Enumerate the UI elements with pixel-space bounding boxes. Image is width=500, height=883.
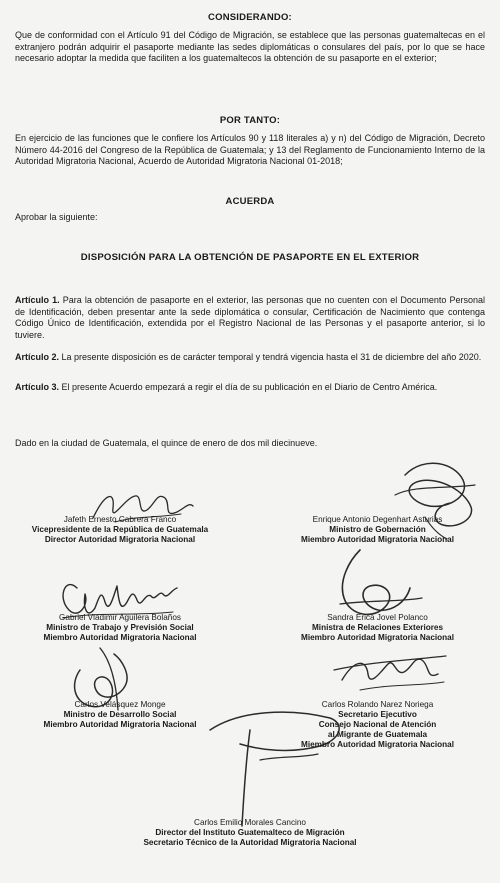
signatory-aguilera [5,613,235,643]
article-3 [15,382,485,394]
signatory-narez [260,700,495,750]
signatory-name: Carlos Rolando Narez Noriega [321,700,434,709]
disposicion-title: DISPOSICIÓN PARA LA OBTENCIÓN DE PASAPORTE EN EL EXTERIOR [80,252,420,263]
article-2-label: Artículo 2. [15,352,60,362]
acuerda-intro: Aprobar la siguiente: [15,212,98,222]
signatory-name: Enrique Antonio Degenhart Asturias [312,515,443,524]
signatory-name: Sandra Erica Jovel Polanco [327,613,428,622]
signatory-role: Ministro de Desarrollo Social [63,710,177,719]
por-tanto-heading: POR TANTO: [219,115,281,126]
article-1-label: Artículo 1. [15,295,60,305]
signatory-name: Carlos Velásquez Monge [74,700,166,709]
signatory-jovel [260,613,495,643]
signatory-name: Carlos Emilio Morales Cancino [194,818,306,827]
article-3-text: El presente Acuerdo empezará a regir el día de su publicación en el Diario de Centro América. [61,382,438,392]
article-2-text: La presente disposición es de carácter temporal y tendrá vigencia hasta el 31 de diciembre del año 2020. [61,352,482,362]
signatory-role: Director Autoridad Migratoria Nacional [44,535,196,544]
signatory-role: Ministro de Gobernación [329,525,426,534]
signatory-role: Vicepresidente de la República de Guatemala [31,525,209,534]
article-2 [15,352,485,364]
signatory-cabrera [5,515,235,545]
signatory-name: Gabriel Vladimir Aguilera Bolaños [59,613,181,622]
signatory-role: Miembro Autoridad Migratoria Nacional [301,633,454,642]
signatory-role: al Migrante de Guatemala [327,730,428,739]
por-tanto-text: En ejercicio de las funciones que le confiere los Artículos 90 y 118 literales a) y n) del Código de Migración, Decreto Número 44-2016 del Congreso de la República de Guatemala; y 13 del Reglamento de Funcionamiento Interno de la Autoridad Migratoria Nacional, Acuerdo de Autoridad Migratoria Nacional 01-2018; [15,133,485,167]
signatory-role: Secretario Ejecutivo [338,710,417,719]
article-1 [15,295,485,341]
signatory-role: Miembro Autoridad Migratoria Nacional [43,720,197,729]
signatory-role: Miembro Autoridad Migratoria Nacional [301,740,454,749]
signature-narez [330,640,450,700]
signatory-morales [90,818,410,848]
signatory-role: Director del Instituto Guatemalteco de Migración [155,828,345,837]
signatory-role: Miembro Autoridad Migratoria Nacional [301,535,454,544]
signatory-role: Secretario Técnico de la Autoridad Migratoria Nacional [143,838,357,847]
signatory-name: Jafeth Ernesto Cabrera Franco [63,515,177,524]
article-3-label: Artículo 3. [15,382,60,392]
dado-line: Dado en la ciudad de Guatemala, el quince de enero de dos mil diecinueve. [15,438,318,448]
acuerda-heading: ACUERDA [225,196,275,207]
considerando-heading: CONSIDERANDO: [208,12,292,23]
signatory-role: Consejo Nacional de Atención [318,720,437,729]
considerando-text: Que de conformidad con el Artículo 91 del Código de Migración, se establece que las personas guatemaltecas en el extranjero podrán adquirir el pasaporte mediante las sedes diplomáticas o consulares del país, por lo que se hace necesario adoptar la medida que faciliten a los guatemaltecos la obtención de su pasaporte en el exterior; [15,30,485,64]
signatory-role: Ministro de Trabajo y Previsión Social [46,623,194,632]
signatory-role: Ministra de Relaciones Exteriores [311,623,444,632]
signatory-velasquez [5,700,235,730]
signatory-degenhart [260,515,495,545]
signatory-role: Miembro Autoridad Migratoria Nacional [43,633,197,642]
article-1-text: Para la obtención de pasaporte en el exterior, las personas que no cuenten con el Documento Personal de Identificación, deben presentar ante la sede diplomática o consular, Certificación de Nacimiento que contenga Código Único de Identificación, extendida por el Registro Nacional de las Personas y el pasaporte anterior, si lo tuviere. [15,295,485,340]
